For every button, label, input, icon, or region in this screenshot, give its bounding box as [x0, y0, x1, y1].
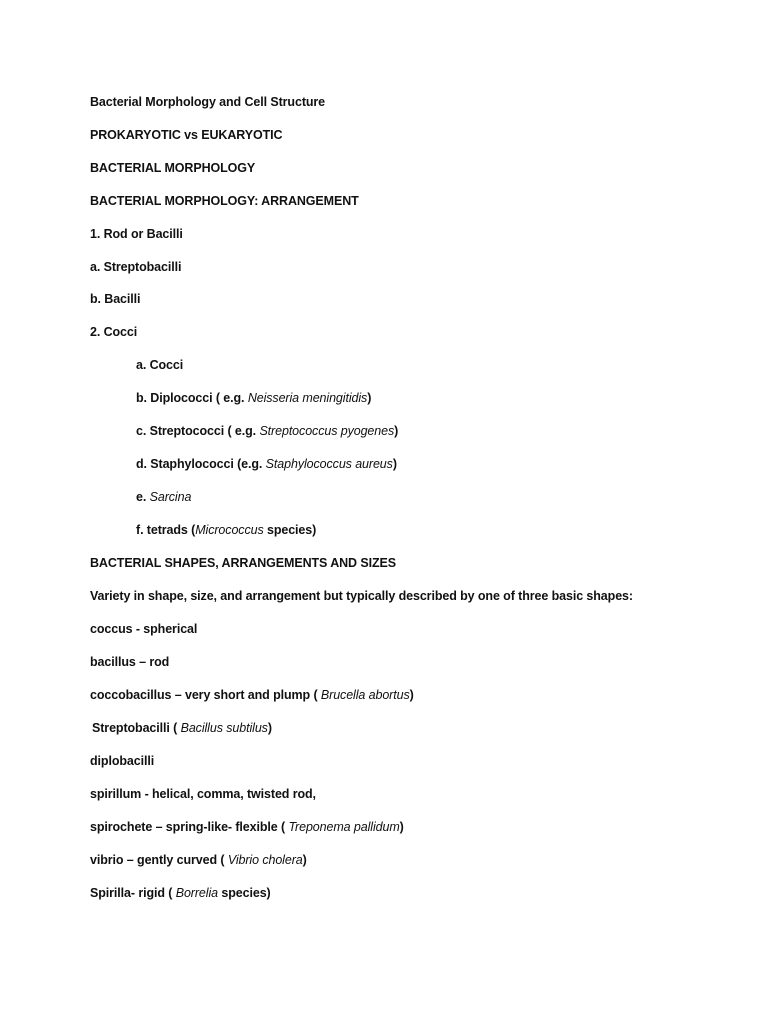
- streptobacilli-close: ): [267, 721, 272, 735]
- intro-paragraph: Variety in shape, size, and arrangement but typically described by one of three basic shapes:: [90, 589, 633, 603]
- streptobacilli-text: Streptobacilli (: [92, 721, 181, 735]
- spirochete-close: ): [399, 820, 404, 834]
- vibrio-text: vibrio – gently curved (: [90, 853, 228, 867]
- list-item-rod: 1. Rod or Bacilli: [90, 227, 183, 241]
- shape-coccus: coccus - spherical: [90, 622, 198, 636]
- shape-spirochete: [90, 819, 404, 835]
- coccobacillus-close: ): [409, 688, 414, 702]
- sublist-item-streptococci: [136, 423, 398, 439]
- staphylococci-example: Staphylococcus aureus: [265, 457, 393, 471]
- streptococci-text: c. Streptococci ( e.g.: [136, 424, 260, 438]
- staphylococci-close: ): [392, 457, 397, 471]
- list-item-bacilli: b. Bacilli: [90, 292, 141, 306]
- shape-bacillus: bacillus – rod: [90, 655, 170, 669]
- heading-arrangement: BACTERIAL MORPHOLOGY: ARRANGEMENT: [90, 194, 359, 208]
- streptococci-close: ): [394, 424, 399, 438]
- diplococci-text: b. Diplococci ( e.g.: [136, 391, 248, 405]
- tetrads-close: species): [263, 523, 317, 537]
- staphylococci-text: d. Staphylococci (e.g.: [136, 457, 266, 471]
- heading-morphology: BACTERIAL MORPHOLOGY: [90, 161, 256, 175]
- shape-coccobacillus: [90, 687, 414, 703]
- sarcina-name: Sarcina: [149, 490, 192, 504]
- sarcina-text: e.: [136, 490, 150, 504]
- shape-vibrio: [90, 852, 307, 868]
- vibrio-example: Vibrio cholera: [227, 853, 303, 867]
- spirilla-text: Spirilla- rigid (: [90, 886, 176, 900]
- diplococci-close: ): [367, 391, 372, 405]
- diplococci-example: Neisseria meningitidis: [247, 391, 368, 405]
- heading-shapes: BACTERIAL SHAPES, ARRANGEMENTS AND SIZES: [90, 556, 396, 570]
- sublist-item-diplococci: [136, 390, 371, 406]
- coccobacillus-text: coccobacillus – very short and plump (: [90, 688, 321, 702]
- spirochete-example: Treponema pallidum: [288, 820, 400, 834]
- list-item-cocci: 2. Cocci: [90, 325, 138, 339]
- spirilla-close: species): [218, 886, 271, 900]
- spirilla-example: Borrelia: [175, 886, 218, 900]
- sublist-item-sarcina: [136, 489, 191, 505]
- streptococci-example: Streptococcus pyogenes: [259, 424, 395, 438]
- shape-spirilla: [90, 885, 271, 901]
- sublist-item-tetrads: [136, 522, 316, 538]
- coccobacillus-example: Brucella abortus: [320, 688, 410, 702]
- tetrads-example: Micrococcus: [195, 523, 264, 537]
- heading-prokaryotic: PROKARYOTIC vs EUKARYOTIC: [90, 128, 283, 142]
- shape-diplobacilli: diplobacilli: [90, 754, 155, 768]
- list-item-streptobacilli: a. Streptobacilli: [90, 260, 182, 274]
- streptobacilli-example: Bacillus subtilus: [180, 721, 268, 735]
- document-title: Bacterial Morphology and Cell Structure: [90, 95, 326, 109]
- vibrio-close: ): [302, 853, 307, 867]
- sublist-item-cocci: a. Cocci: [136, 358, 184, 372]
- shape-streptobacilli: [92, 720, 272, 736]
- sublist-item-staphylococci: [136, 456, 397, 472]
- spirochete-text: spirochete – spring-like- flexible (: [90, 820, 289, 834]
- shape-spirillum: spirillum - helical, comma, twisted rod,: [90, 787, 316, 801]
- tetrads-text: f. tetrads (: [136, 523, 196, 537]
